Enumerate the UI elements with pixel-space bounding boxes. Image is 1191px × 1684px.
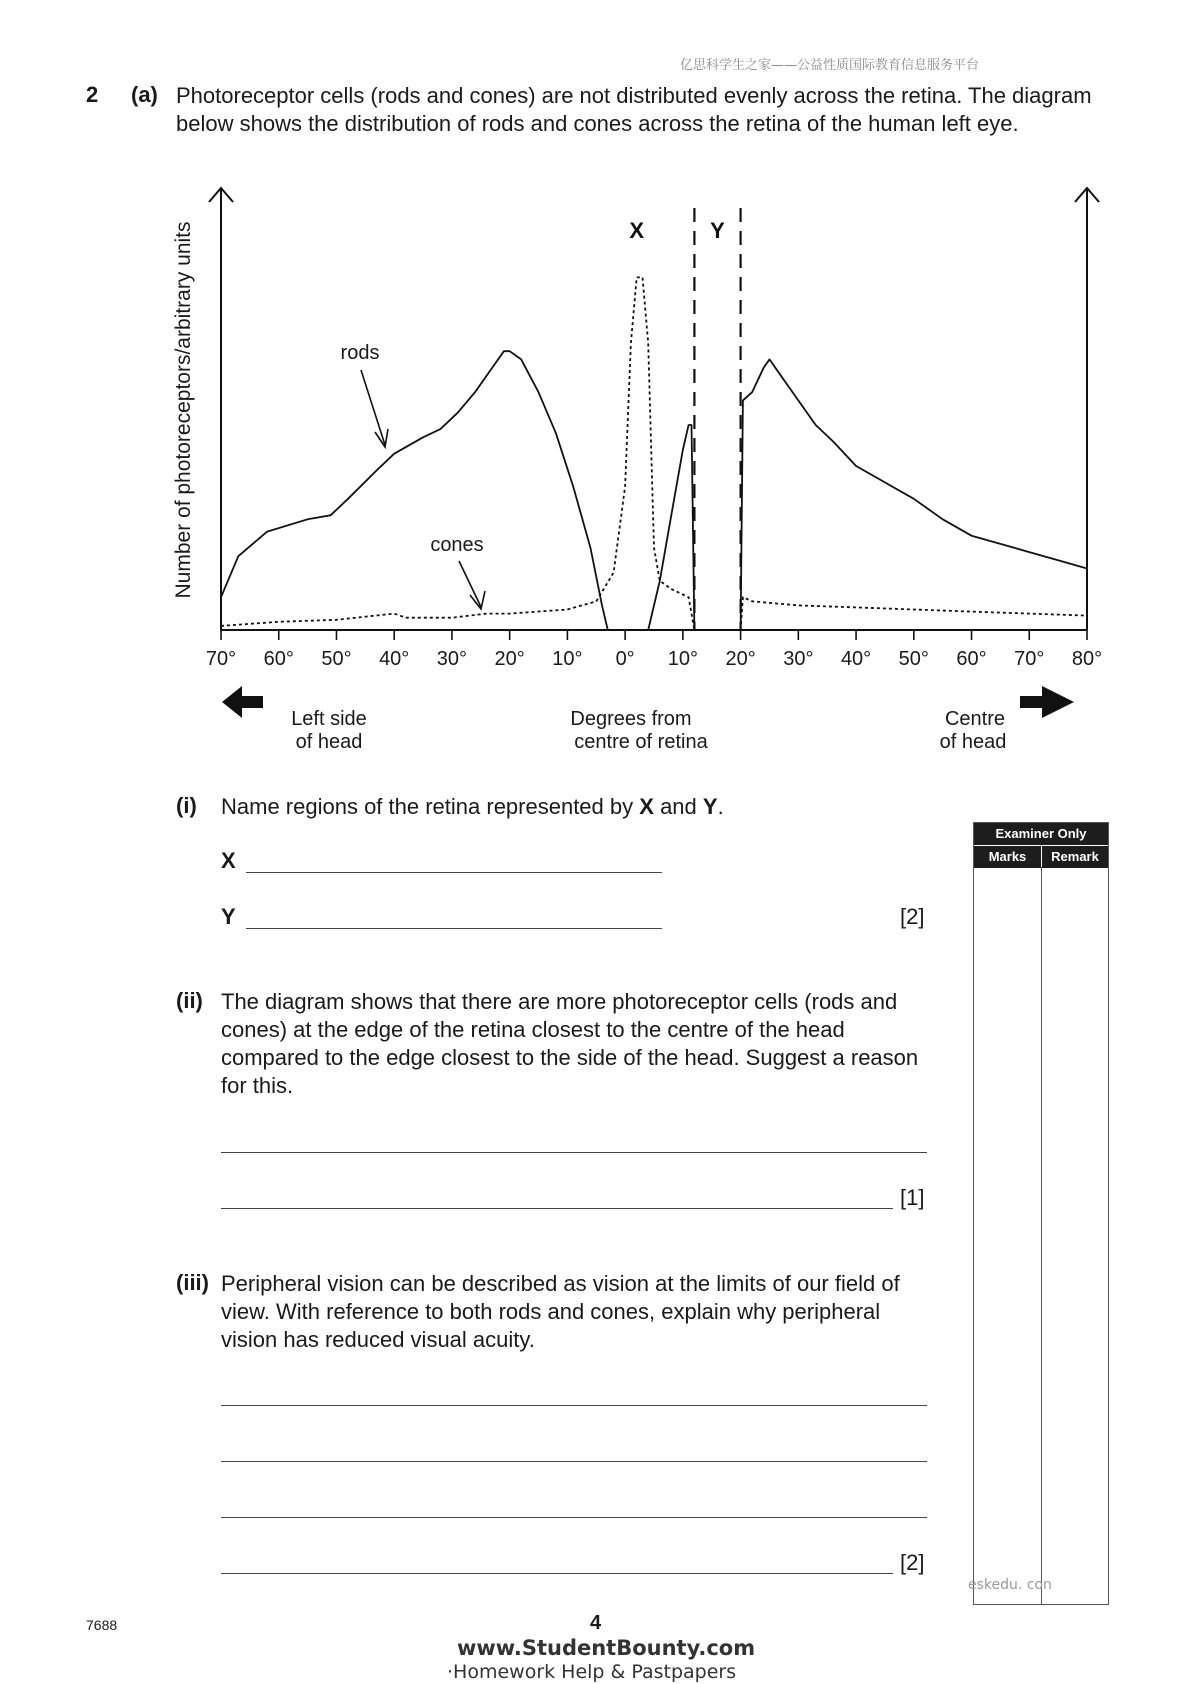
x-tick-label: 80° [1071, 648, 1103, 670]
x-tick-label: 50° [898, 648, 929, 670]
examiner-column-divider [1041, 867, 1042, 1604]
rods-series-line [648, 425, 694, 630]
answer-y-line[interactable] [246, 928, 662, 929]
x-tick-label: 40° [379, 648, 410, 670]
x-tick-label: 10° [667, 648, 698, 670]
region-x-label: X [629, 218, 645, 243]
part-iii-marks: [2] [900, 1550, 925, 1575]
part-i-question [221, 793, 724, 821]
page-number: 4 [590, 1612, 602, 1634]
chart-axes [209, 188, 1099, 630]
cones-series-line [221, 277, 694, 630]
left-arrow-icon [222, 686, 263, 718]
retina-distribution-chart [150, 170, 1110, 770]
region-y-boundaries [694, 208, 740, 630]
x-tick-label: 60° [956, 648, 987, 670]
rods-series-line [221, 351, 608, 630]
rods-label: rods [340, 342, 380, 364]
left-note-line2: of head [295, 731, 363, 753]
center-note-line2: centre of retina [574, 731, 708, 753]
cones-pointer-arrow [459, 561, 485, 609]
part-iii-text: Peripheral vision can be described as vision at the limits of our field of view. With reference to both rods and cones, explain why peripheral vision has reduced visual acuity. [221, 1271, 900, 1352]
center-note-line1: Degrees from [570, 708, 692, 730]
cones-label: cones [430, 534, 484, 556]
x-tick-label: 0° [615, 648, 635, 670]
x-tick-label: 30° [783, 648, 814, 670]
paper-code: 7688 [86, 1617, 118, 1633]
x-tick-label: 50° [321, 648, 352, 670]
right-note-line1: Centre [944, 708, 1006, 730]
part-i-period: . [717, 794, 724, 819]
right-arrow-icon [1020, 686, 1074, 718]
part-i-marks: [2] [900, 904, 925, 929]
part-i-y-bold: Y [702, 794, 718, 819]
region-y-label: Y [710, 218, 725, 243]
chart-series [221, 277, 1087, 630]
part-i-label: (i) [176, 793, 197, 818]
x-tick-label: 70° [205, 648, 237, 670]
x-ticks [206, 630, 1102, 670]
part-i-x-bold: X [639, 794, 654, 819]
y-axis-label: Number of photoreceptors/arbitrary units [172, 221, 195, 599]
part-iii-answer-line-1[interactable] [221, 1405, 927, 1406]
part-ii-label: (ii) [176, 988, 203, 1013]
x-tick-label: 40° [840, 648, 872, 670]
x-tick-label: 20° [725, 648, 756, 670]
part-iii-answer-line-4[interactable] [221, 1573, 893, 1574]
x-tick-label: 30° [436, 648, 468, 670]
answer-x-label: X [221, 848, 236, 873]
x-tick-label: 60° [263, 648, 294, 670]
part-ii-answer-line-2[interactable] [221, 1208, 893, 1209]
header-watermark: 亿思科学生之家——公益性质国际教育信息服务平台 [680, 58, 980, 73]
part-iii-answer-line-2[interactable] [221, 1461, 927, 1462]
answer-y-label: Y [221, 904, 236, 929]
examiner-only-box [973, 822, 1109, 1605]
part-ii-text: The diagram shows that there are more photoreceptor cells (rods and cones) at the edge of the retina closest to the centre of the head compared to the edge closest to the side of the head. Suggest a reason for this. [221, 989, 919, 1098]
eskedu-watermark: eskedu. con [968, 1577, 1052, 1593]
part-i-text: Name regions of the retina represented by [221, 794, 634, 819]
part-ii-marks: [1] [900, 1185, 925, 1210]
x-tick-label: 10° [552, 648, 583, 670]
question-intro: Photoreceptor cells (rods and cones) are not distributed evenly across the retina. The diagram below shows the distribution of rods and cones across the retina of the human left eye. [176, 83, 1092, 136]
part-iii-label: (iii) [176, 1270, 209, 1295]
x-tick-label: 70° [1014, 648, 1045, 670]
examiner-title: Examiner Only [974, 823, 1108, 845]
left-note-line1: Left side [291, 708, 367, 730]
part-ii-answer-line-1[interactable] [221, 1152, 927, 1153]
studentbounty-url[interactable]: www.StudentBounty.com [457, 1636, 756, 1660]
part-iii-answer-line-3[interactable] [221, 1517, 927, 1518]
question-number: 2 [86, 82, 99, 107]
examiner-remark-header: Remark [1042, 846, 1108, 868]
answer-x-line[interactable] [246, 872, 662, 873]
cones-series-line [741, 597, 1087, 630]
question-part: (a) [131, 82, 158, 107]
x-tick-label: 20° [494, 648, 525, 670]
examiner-marks-header: Marks [974, 846, 1042, 868]
part-i-and: and [660, 794, 697, 819]
rods-pointer-arrow [361, 370, 388, 447]
studentbounty-tagline: ·Homework Help & Pastpapers [447, 1661, 737, 1683]
right-note-line2: of head [939, 731, 1007, 753]
rods-series-line [741, 359, 1087, 630]
